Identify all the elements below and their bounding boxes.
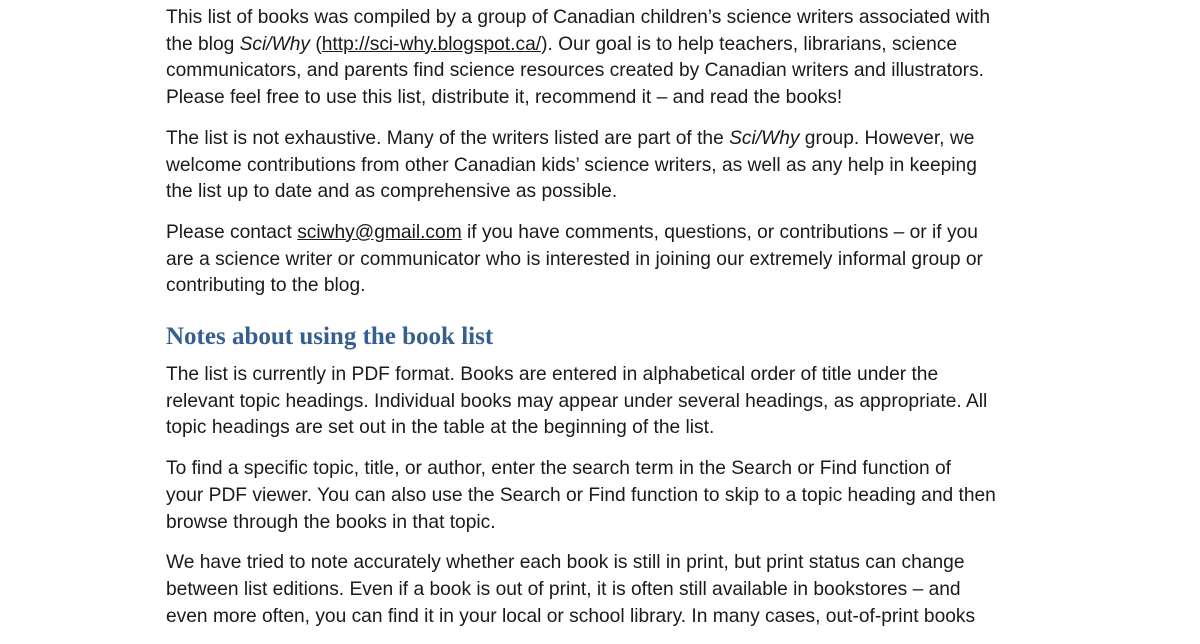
text-line: topic headings are set out in the table at the beginning of the list. xyxy=(166,417,715,439)
text-line: your PDF viewer. You can also use the Search or Find function to skip to a topic heading and then xyxy=(166,484,996,506)
notes-paragraph-2 xyxy=(166,456,1046,536)
text-line xyxy=(166,220,1046,247)
text-line: To find a specific topic, title, or author, enter the search term in the Search or Find function of xyxy=(166,458,951,480)
text-line: even more often, you can find it in your local or school library. In many cases, out-of-print books xyxy=(166,605,976,627)
text-line: are a science writer or communicator who is interested in joining our extremely informal group or xyxy=(166,248,983,270)
text-run: if you have comments, questions, or contributions – or if you xyxy=(461,221,978,243)
text-line: relevant topic headings. Individual books may appear under several headings, as appropriate. All xyxy=(166,390,988,412)
text-line: between list editions. Even if a book is out of print, it is often still available in bookstores – and xyxy=(166,578,961,600)
blog-name: Sci/Why xyxy=(729,127,800,149)
text-line: Please feel free to use this list, distribute it, recommend it – and read the books! xyxy=(166,87,843,109)
text-line: the list up to date and as comprehensive as possible. xyxy=(166,181,618,203)
text-run: group. However, we xyxy=(799,127,975,149)
blog-name: Sci/Why xyxy=(239,33,310,55)
section-heading-notes: Notes about using the book list xyxy=(166,323,494,351)
text-line: The list is currently in PDF format. Books are entered in alphabetical order of title under the xyxy=(166,364,939,386)
text-line xyxy=(166,32,1046,59)
document-page xyxy=(166,5,1046,644)
text-run: ( xyxy=(310,33,322,55)
text-run: Please contact xyxy=(166,221,298,243)
text-line: contributing to the blog. xyxy=(166,275,366,297)
notes-paragraph-3 xyxy=(166,550,1046,630)
intro-paragraph-3 xyxy=(166,220,1046,300)
text-line: communicators, and parents find science resources created by Canadian writers and illustrators. xyxy=(166,60,984,82)
email-link[interactable]: sciwhy@gmail.com xyxy=(297,221,462,243)
text-run: The list is not exhaustive. Many of the writers listed are part of the xyxy=(166,127,730,149)
text-run: ). Our goal is to help teachers, librarians, science xyxy=(541,33,958,55)
notes-paragraph-1 xyxy=(166,362,1046,442)
text-line: This list of books was compiled by a group of Canadian children’s science writers associated with xyxy=(166,7,991,28)
blog-url-link[interactable]: http://sci-why.blogspot.ca/ xyxy=(321,33,542,55)
intro-paragraph-1 xyxy=(166,5,1046,112)
text-line: We have tried to note accurately whether each book is still in print, but print status can change xyxy=(166,552,965,574)
text-line xyxy=(166,126,1046,153)
text-run: the blog xyxy=(166,33,240,55)
text-line: browse through the books in that topic. xyxy=(166,511,496,533)
intro-paragraph-2 xyxy=(166,126,1046,206)
text-line: welcome contributions from other Canadian kids’ science writers, as well as any help in keeping xyxy=(166,154,977,176)
